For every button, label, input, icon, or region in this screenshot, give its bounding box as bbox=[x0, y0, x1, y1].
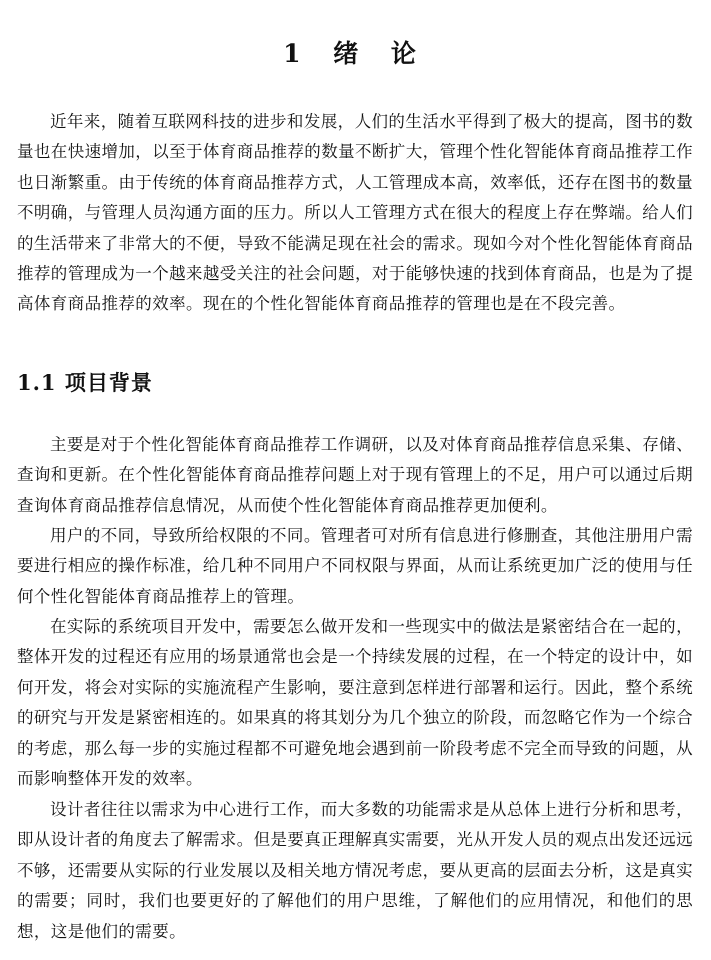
body-paragraph: 设计者往往以需求为中心进行工作，而大多数的功能需求是从总体上进行分析和思考，即从设计者的角度去了解需求。但是要真正理解真实需要，光从开发人员的观点出发还远远不够，还需要从实际的行业发展以及相关地方情况考虑，要从更高的层面去分析，这是真实的需要；同时，我们也要更好的了解他们的用户思维，了解他们的应用情况，和他们的思想，这是他们的需要。 bbox=[17, 800, 693, 941]
intro-paragraph: 近年来，随着互联网科技的进步和发展，人们的生活水平得到了极大的提高，图书的数量也在快速增加，以至于体育商品推荐的数量不断扩大，管理个性化智能体育商品推荐工作也日渐繁重。由于传统的体育商品推荐方式，人工管理成本高，效率低，还存在图书的数量不明确，与管理人员沟通方面的压力。所以人工管理方式在很大的程度上存在弊端。给人们的生活带来了非常大的不便，导致不能满足现在社会的需求。现如今对个性化智能体育商品推荐的管理成为一个越来越受关注的社会问题，对于能够快速的找到体育商品，也是为了提高体育商品推荐的效率。现在的个性化智能体育商品推荐的管理也是在不段完善。 bbox=[17, 112, 693, 314]
body-paragraph: 在实际的系统项目开发中，需要怎么做开发和一些现实中的做法是紧密结合在一起的，整体开发的过程还有应用的场景通常也会是一个持续发展的过程，在一个特定的设计中，如何开发，将会对实际的实施流程产生影响，要注意到怎样进行部署和运行。因此，整个系统的研究与开发是紧密相连的。如果真的将其划分为几个独立的阶段，而忽略它作为一个综合的考虑，那么每一步的实施过程都不可避免地会遇到前一阶段考虑不完全而导致的问题，从而影响整体开发的效率。 bbox=[17, 617, 693, 789]
body-paragraph: 用户的不同，导致所给权限的不同。管理者可对所有信息进行修删查，其他注册用户需要进行相应的操作标准，给几种不同用户不同权限与界面，从而让系统更加广泛的使用与任何个性化智能体育商品推荐上的管理。 bbox=[17, 526, 693, 606]
body-paragraph: 主要是对于个性化智能体育商品推荐工作调研，以及对体育商品推荐信息采集、存储、查询和更新。在个性化智能体育商品推荐问题上对于现有管理上的不足，用户可以通过后期查询体育商品推荐信息情况，从而使个性化智能体育商品推荐更加便利。 bbox=[17, 435, 693, 515]
section-heading: 1.1 项目背景 bbox=[17, 370, 153, 395]
chapter-title: 1 绪 论 bbox=[283, 39, 428, 68]
